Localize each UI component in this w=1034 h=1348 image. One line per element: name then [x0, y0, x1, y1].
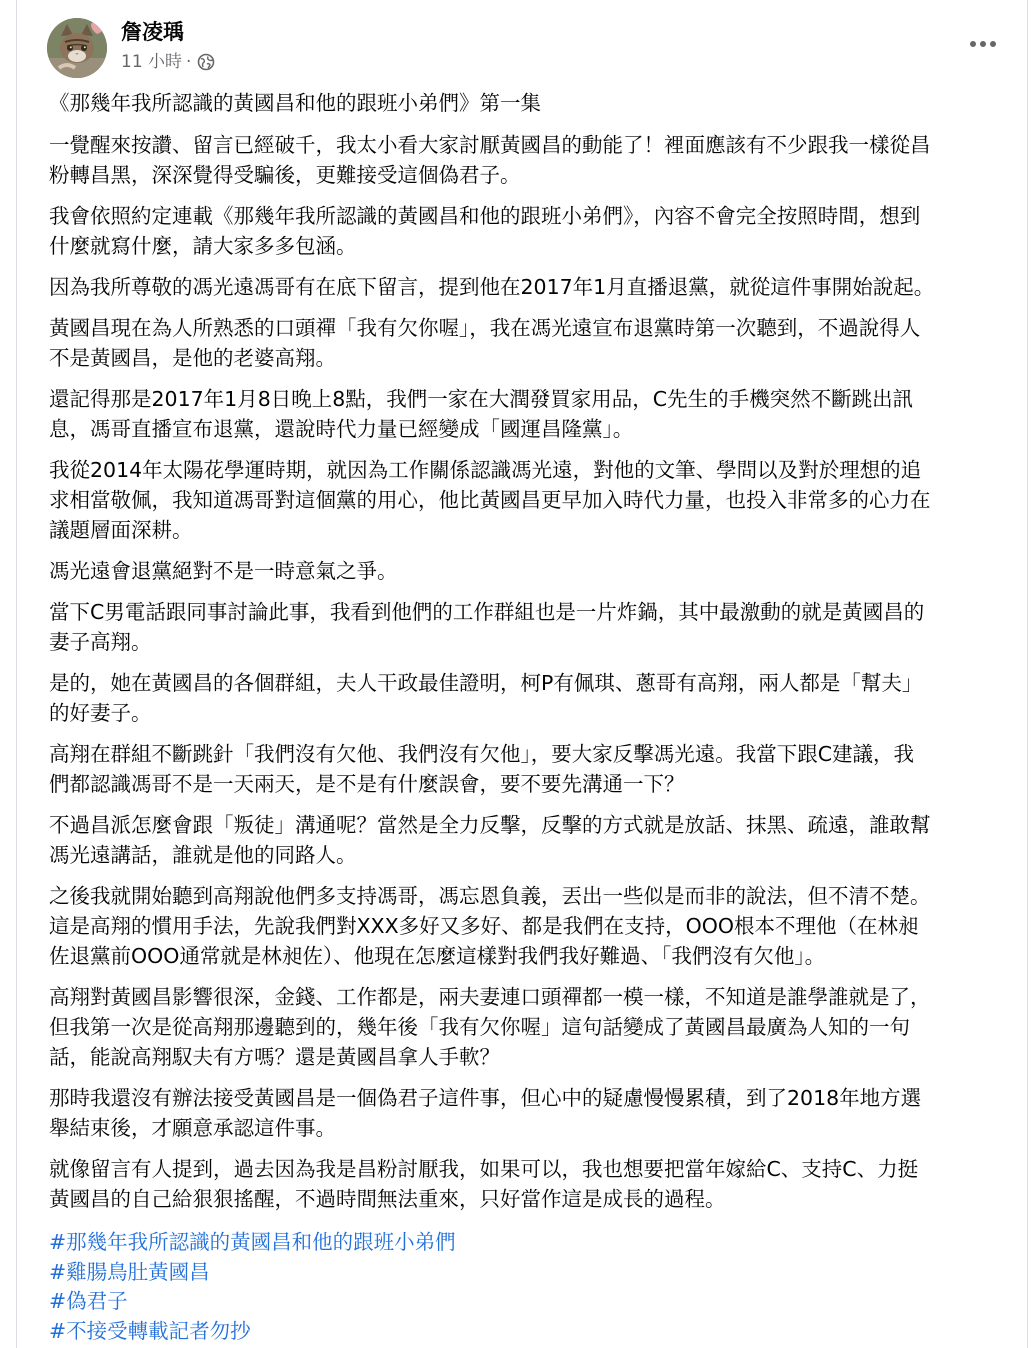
post-paragraph: 高翔在群組不斷跳針「我們沒有欠他、我們沒有欠他」，要大家反擊馮光遠。我當下跟C建議，我 們都認識馮哥不是一天兩天，是不是有什麼誤會，要不要先溝通一下？ [49, 742, 915, 796]
post-title: 《那幾年我所認識的黃國昌和他的跟班小弟們》第一集 [49, 91, 541, 115]
post-paragraph: 還記得那是2017年1月8日晚上8點，我們一家在大潤發買家用品，C先生的手機突然不斷跳出訊 息，馮哥直播宣布退黨，還說時代力量已經變成「國運昌隆黨」。 [49, 387, 914, 441]
post-paragraph: 一覺醒來按讚、留言已經破千，我太小看大家討厭黃國昌的動能了！裡面應該有不少跟我一樣從昌 粉轉昌黑，深深覺得受騙後，更難接受這個偽君子。 [49, 133, 931, 187]
globe-icon[interactable] [197, 53, 215, 71]
more-options-icon [969, 40, 997, 48]
post-meta [121, 50, 215, 74]
post-paragraph: 我會依照約定連載《那幾年我所認識的黃國昌和他的跟班小弟們》，內容不會完全按照時間，想到 什麼就寫什麼，請大家多多包涵。 [49, 204, 921, 258]
post-paragraph: 馮光遠會退黨絕對不是一時意氣之爭。 [49, 559, 398, 583]
author-avatar[interactable] [47, 18, 107, 78]
post-paragraph: 因為我所尊敬的馮光遠馮哥有在底下留言，提到他在2017年1月直播退黨，就從這件事開始說起。 [49, 275, 935, 299]
hashtag-link[interactable]: #不接受轉載記者勿抄 [49, 1318, 251, 1343]
post-paragraph: 是的，她在黃國昌的各個群組，夫人干政最佳證明，柯P有佩琪、蔥哥有高翔，兩人都是「幫夫」 的好妻子。 [49, 671, 923, 725]
post-header [33, 14, 1013, 78]
hashtag-link[interactable]: #雞腸鳥肚黃國昌 [49, 1259, 210, 1284]
hashtag-link[interactable]: #偽君子 [49, 1289, 128, 1313]
meta-separator: · [186, 52, 192, 72]
post-paragraph: 當下C男電話跟同事討論此事，我看到他們的工作群組也是一片炸鍋，其中最激動的就是黃國昌的 妻子高翔。 [49, 600, 925, 654]
post-paragraph: 我從2014年太陽花學運時期，就因為工作關係認識馮光遠，對他的文筆、學問以及對於理想的追 求相當敬佩，我知道馮哥對這個黨的用心，他比黃國昌更早加入時代力量，也投入非常多的心力在 議題層面深耕。 [49, 458, 931, 542]
post-paragraph: 黃國昌現在為人所熟悉的口頭禪「我有欠你喔」，我在馮光遠宣布退黨時第一次聽到，不過說得人 不是黃國昌，是他的老婆高翔。 [49, 316, 921, 370]
post-paragraph: 之後我就開始聽到高翔說他們多支持馮哥，馮忘恩負義，丟出一些似是而非的說法，但不清不楚。 這是高翔的慣用手法，先說我們對XXX多好又多好、都是我們在支持，OOO根本不理他（在林昶 佐退黨前OOO通常就是林昶佐）、他現在怎麼這樣對我們我好難過、「我們沒有欠他」。 [49, 884, 931, 968]
post-time[interactable]: 11 小時 [121, 52, 183, 72]
post-card [16, 0, 1028, 1348]
post-paragraph: 那時我還沒有辦法接受黃國昌是一個偽君子這件事，但心中的疑慮慢慢累積，到了2018年地方選 舉結束後，才願意承認這件事。 [49, 1086, 922, 1140]
post-paragraph: 不過昌派怎麼會跟「叛徒」溝通呢？當然是全力反擊，反擊的方式就是放話、抹黑、疏遠，誰敢幫 馮光遠講話，誰就是他的同路人。 [49, 813, 931, 867]
post-paragraph: 就像留言有人提到，過去因為我是昌粉討厭我，如果可以，我也想要把當年嫁給C、支持C、力挺 黃國昌的自己給狠狠搖醒，不過時間無法重來，只好當作這是成長的過程。 [49, 1157, 919, 1211]
cat-avatar-image [47, 18, 107, 78]
post-body [49, 88, 1024, 1346]
hashtag-link[interactable]: #那幾年我所認識的黃國昌和他的跟班小弟們 [49, 1230, 456, 1254]
author-name[interactable]: 詹凌瑀 [121, 20, 184, 44]
post-paragraph: 高翔對黃國昌影響很深，金錢、工作都是，兩夫妻連口頭禪都一模一樣，不知道是誰學誰就是了， 但我第一次是從高翔那邊聽到的，幾年後「我有欠你喔」這句話變成了黃國昌最廣為人知的一句 話，能說高翔馭夫有方嗎？還是黃國昌拿人手軟？ [49, 985, 931, 1069]
hashtag-list [49, 1228, 1024, 1346]
more-options-button[interactable] [963, 24, 1003, 64]
